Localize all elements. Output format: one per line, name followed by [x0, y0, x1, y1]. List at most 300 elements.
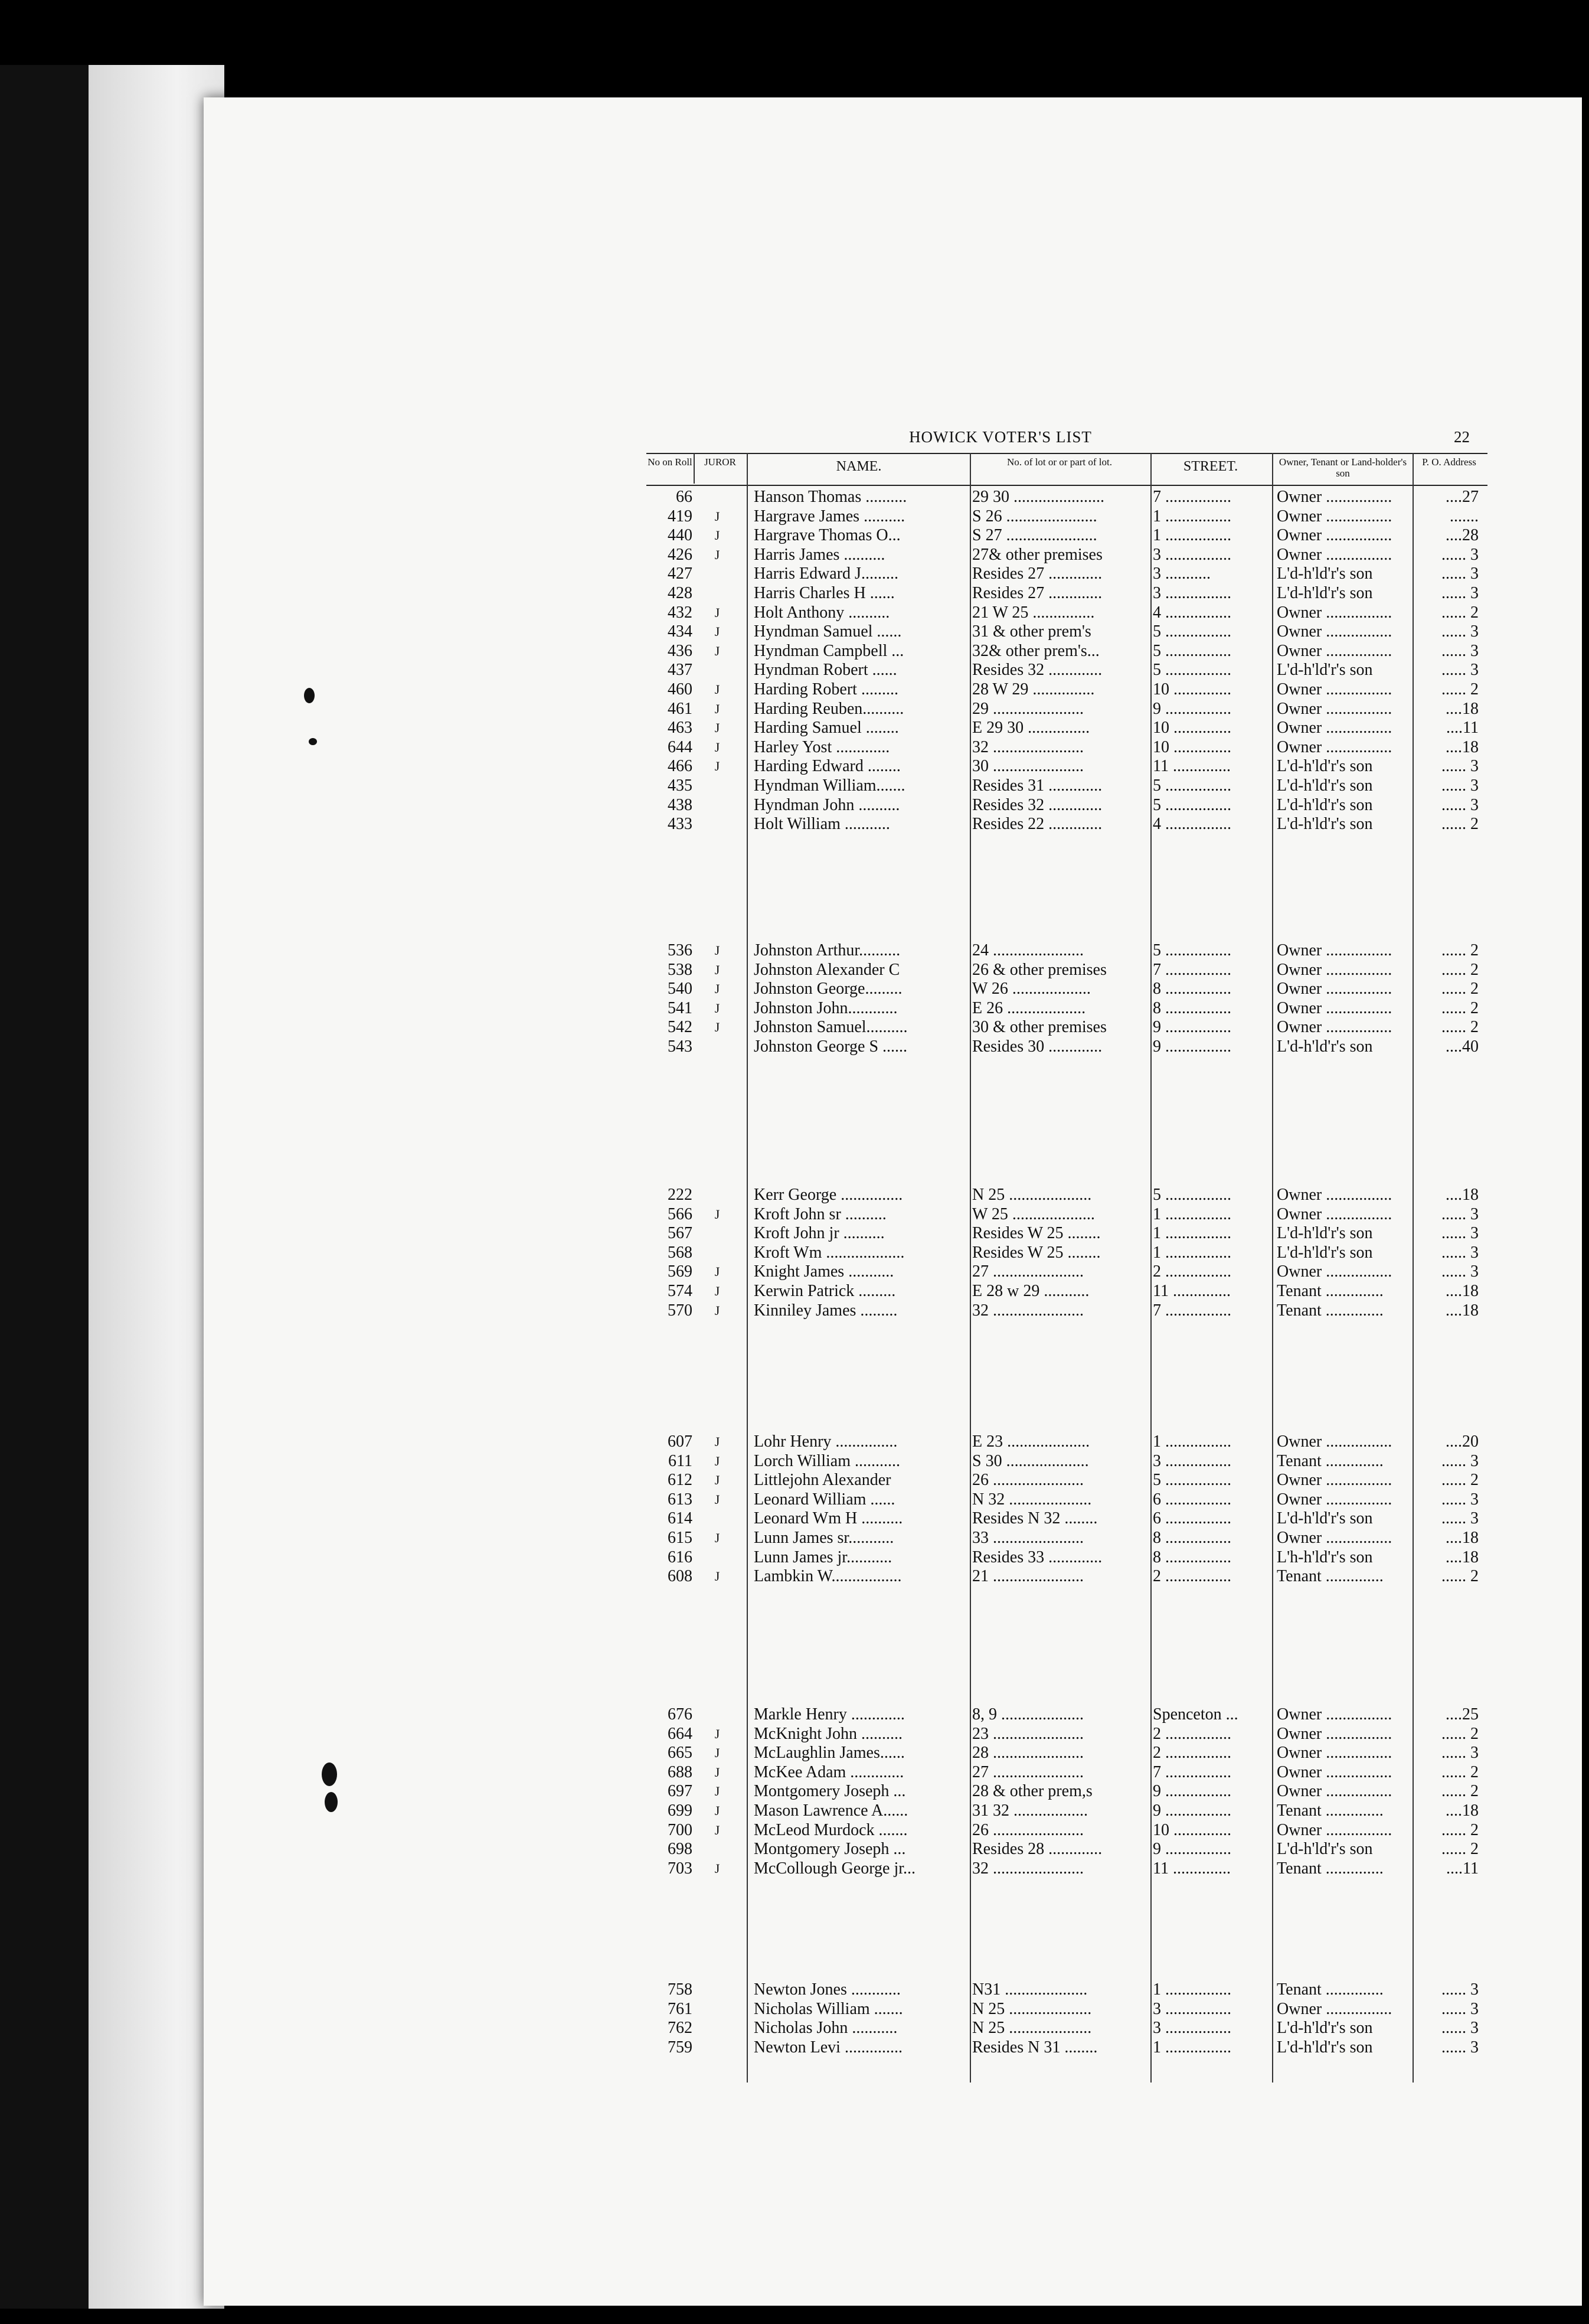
table-row: [646, 960, 1487, 980]
voter-name: Littlejohn Alexander: [754, 1471, 891, 1490]
ownership-status: Owner ................: [1277, 1471, 1392, 1490]
ownership-status: Tenant ..............: [1277, 1451, 1384, 1470]
table-row: [646, 1859, 1487, 1878]
voter-name: McLeod Murdock .......: [754, 1820, 908, 1839]
lot-number: Resides 22 .............: [972, 815, 1103, 834]
table-row: [646, 1528, 1487, 1548]
table-row: [646, 1185, 1487, 1205]
roll-number: 607: [668, 1432, 692, 1451]
po-address: ...... 3: [1441, 2038, 1479, 2057]
table-row: [646, 1705, 1487, 1724]
ink-speck: [309, 738, 317, 745]
voter-name: Hyndman Samuel ......: [754, 622, 902, 641]
po-address: ...... 3: [1441, 776, 1479, 795]
voter-name: Johnston Alexander C: [754, 960, 900, 979]
roll-number: 574: [668, 1282, 692, 1300]
street-number: 2 ................: [1153, 1724, 1231, 1743]
ownership-status: Owner ................: [1277, 1724, 1392, 1743]
col-lot: No. of lot or or part of lot.: [1007, 456, 1112, 468]
ownership-status: Tenant ..............: [1277, 1282, 1384, 1300]
ownership-status: Owner ................: [1277, 737, 1392, 756]
roll-number: 540: [668, 980, 692, 998]
juror-mark: J: [714, 1745, 720, 1761]
ownership-status: Owner ................: [1277, 526, 1392, 545]
juror-mark: J: [714, 1784, 720, 1799]
po-address: ...... 2: [1441, 1840, 1479, 1859]
ownership-status: Owner ................: [1277, 1432, 1392, 1451]
roll-number: 616: [668, 1548, 692, 1566]
roll-number: 428: [668, 584, 692, 602]
voter-name: Hyndman Campbell ...: [754, 641, 904, 660]
table-row: [646, 1999, 1487, 2019]
voter-name: Holt William ...........: [754, 815, 890, 834]
po-address: ...... 2: [1441, 1567, 1479, 1586]
po-address: ...... 2: [1441, 1471, 1479, 1490]
table-row: [646, 1432, 1487, 1451]
street-number: 10 ..............: [1153, 737, 1231, 756]
table-row: [646, 1205, 1487, 1224]
po-address: ...... 2: [1441, 1724, 1479, 1743]
roll-number: 460: [668, 680, 692, 698]
table-row: [646, 2038, 1487, 2057]
po-address: ...... 3: [1441, 1224, 1479, 1243]
table-row: [646, 2018, 1487, 2038]
juror-mark: J: [714, 1530, 720, 1545]
lot-number: Resides N 32 ........: [972, 1509, 1098, 1528]
roll-number: 542: [668, 1018, 692, 1037]
voter-name: Hargrave Thomas O...: [754, 526, 901, 545]
street-number: 9 ................: [1153, 1801, 1231, 1820]
roll-number: 608: [668, 1567, 692, 1586]
po-address: ....18: [1446, 1801, 1479, 1820]
street-number: 9 ................: [1153, 1037, 1231, 1056]
voter-name: Newton Levi ..............: [754, 2038, 903, 2057]
table-row: [646, 1781, 1487, 1801]
street-number: 1 ................: [1153, 1224, 1231, 1243]
ownership-status: Owner ................: [1277, 641, 1392, 660]
roll-number: 698: [668, 1840, 692, 1859]
street-number: 3 ................: [1153, 1451, 1231, 1470]
po-address: ....18: [1446, 1301, 1479, 1320]
ownership-status: Owner ................: [1277, 488, 1392, 506]
po-address: ...... 2: [1441, 680, 1479, 698]
table-row: [646, 1490, 1487, 1509]
adjacent-page-edge: [0, 65, 224, 2309]
street-number: 1 ................: [1153, 1205, 1231, 1223]
col-street: STREET.: [1183, 459, 1238, 474]
document-page: [204, 97, 1582, 2306]
street-number: 3 ................: [1153, 584, 1231, 602]
table-row: [646, 1762, 1487, 1782]
po-address: ...... 2: [1441, 941, 1479, 959]
ownership-status: Owner ................: [1277, 941, 1392, 959]
voter-name: Kinniley James .........: [754, 1301, 898, 1320]
juror-mark: J: [714, 508, 720, 524]
roll-number: 222: [668, 1186, 692, 1204]
po-address: ...... 3: [1441, 641, 1479, 660]
street-number: 10 ..............: [1153, 1820, 1231, 1839]
lot-number: N 25 ....................: [972, 1999, 1092, 2018]
ownership-status: L'd-h'ld'r's son: [1277, 564, 1373, 583]
street-number: 5 ................: [1153, 1471, 1231, 1490]
juror-mark: J: [714, 1020, 720, 1035]
voter-name: Leonard Wm H ..........: [754, 1509, 903, 1528]
roll-number: 699: [668, 1801, 692, 1820]
voter-name: Harding Samuel ........: [754, 719, 899, 737]
table-row: [646, 1017, 1487, 1037]
ownership-status: Owner ................: [1277, 998, 1392, 1017]
voter-name: Harding Robert .........: [754, 680, 898, 698]
street-number: 3 ................: [1153, 2019, 1231, 2038]
juror-mark: J: [714, 1473, 720, 1488]
voter-name: Kroft John jr ..........: [754, 1224, 885, 1243]
lot-number: E 23 ....................: [972, 1432, 1090, 1451]
roll-number: 437: [668, 661, 692, 680]
ownership-status: L'd-h'ld'r's son: [1277, 757, 1373, 776]
street-number: 5 ................: [1153, 641, 1231, 660]
roll-number: 697: [668, 1782, 692, 1801]
juror-mark: J: [714, 981, 720, 997]
roll-number: 700: [668, 1820, 692, 1839]
street-number: 7 ................: [1153, 960, 1231, 979]
roll-number: 440: [668, 526, 692, 545]
street-number: 2 ................: [1153, 1262, 1231, 1281]
page-header: [646, 428, 1487, 454]
lot-number: 28 ......................: [972, 1744, 1084, 1762]
ownership-status: L'd-h'ld'r's son: [1277, 1037, 1373, 1056]
ownership-status: L'd-h'ld'r's son: [1277, 776, 1373, 795]
voter-name: Johnston Samuel..........: [754, 1018, 908, 1037]
roll-number: 665: [668, 1744, 692, 1762]
lot-number: 26 & other premises: [972, 960, 1107, 979]
lot-number: 29 ......................: [972, 699, 1084, 718]
po-address: ...... 2: [1441, 1782, 1479, 1801]
po-address: ...... 3: [1441, 1243, 1479, 1262]
ownership-status: L'd-h'ld'r's son: [1277, 815, 1373, 834]
juror-mark: J: [714, 1764, 720, 1780]
col-po-address: P. O. Address: [1422, 456, 1476, 468]
street-number: 2 ................: [1153, 1744, 1231, 1762]
ownership-status: Owner ................: [1277, 622, 1392, 641]
roll-number: 759: [668, 2038, 692, 2057]
table-row: [646, 814, 1487, 834]
po-address: ...... 2: [1441, 1820, 1479, 1839]
lot-number: 21 ......................: [972, 1567, 1084, 1586]
voter-name: Harding Edward ........: [754, 757, 901, 776]
street-number: 9 ................: [1153, 1782, 1231, 1801]
roll-number: 688: [668, 1762, 692, 1781]
voter-name: Harris Edward J.........: [754, 564, 898, 583]
ownership-status: Owner ................: [1277, 1744, 1392, 1762]
lot-number: Resides 32 .............: [972, 661, 1103, 680]
voter-name: Markle Henry .............: [754, 1705, 905, 1724]
street-number: 11 ..............: [1153, 1282, 1231, 1300]
voter-name: Newton Jones ............: [754, 1980, 901, 1999]
table-row: [646, 1509, 1487, 1528]
ownership-status: Owner ................: [1277, 1186, 1392, 1204]
street-number: 7 ................: [1153, 488, 1231, 506]
table-row: [646, 1037, 1487, 1056]
street-number: 5 ................: [1153, 941, 1231, 959]
list-title: HOWICK VOTER'S LIST: [909, 428, 1092, 446]
ownership-status: L'h-h'ld'r's son: [1277, 1548, 1373, 1566]
voter-name: Hyndman William.......: [754, 776, 905, 795]
table-row: [646, 718, 1487, 737]
roll-number: 427: [668, 564, 692, 583]
voter-name: Kroft Wm ...................: [754, 1243, 905, 1262]
ownership-status: Owner ................: [1277, 1782, 1392, 1801]
roll-number: 762: [668, 2019, 692, 2038]
lot-number: Resides 33 .............: [972, 1548, 1103, 1566]
ownership-status: Owner ................: [1277, 719, 1392, 737]
lot-number: 23 ......................: [972, 1724, 1084, 1743]
street-number: 1 ................: [1153, 526, 1231, 545]
juror-mark: J: [714, 1264, 720, 1279]
lot-number: Resides W 25 ........: [972, 1243, 1101, 1262]
street-number: 8 ................: [1153, 998, 1231, 1017]
juror-mark: J: [714, 1860, 720, 1876]
voter-name: Hyndman John ..........: [754, 795, 900, 814]
ownership-status: Owner ................: [1277, 1705, 1392, 1724]
juror-mark: J: [714, 528, 720, 543]
table-row: [646, 660, 1487, 680]
po-address: ...... 2: [1441, 603, 1479, 622]
roll-number: 614: [668, 1509, 692, 1528]
po-address: ...... 3: [1441, 1205, 1479, 1223]
roll-number: 426: [668, 545, 692, 564]
juror-mark: J: [714, 1726, 720, 1741]
street-number: 1 ................: [1153, 1980, 1231, 1999]
juror-mark: J: [714, 605, 720, 620]
table-row: [646, 1243, 1487, 1262]
po-address: ...... 3: [1441, 1490, 1479, 1509]
roll-number: 570: [668, 1301, 692, 1320]
street-number: 6 ................: [1153, 1509, 1231, 1528]
lot-number: E 28 w 29 ...........: [972, 1282, 1090, 1300]
table-row: [646, 979, 1487, 998]
po-address: ....18: [1446, 737, 1479, 756]
ownership-status: L'd-h'ld'r's son: [1277, 795, 1373, 814]
roll-number: 435: [668, 776, 692, 795]
lot-number: 26 ......................: [972, 1820, 1084, 1839]
juror-mark: J: [714, 643, 720, 658]
lot-number: 29 30 ......................: [972, 488, 1104, 506]
table-row: [646, 1566, 1487, 1586]
lot-number: Resides 27 .............: [972, 564, 1103, 583]
lot-number: E 26 ...................: [972, 998, 1086, 1017]
roll-number: 676: [668, 1705, 692, 1724]
street-number: 4 ................: [1153, 815, 1231, 834]
roll-number: 543: [668, 1037, 692, 1056]
table-row: [646, 507, 1487, 526]
lot-number: 32 ......................: [972, 737, 1084, 756]
ownership-status: Tenant ..............: [1277, 1567, 1384, 1586]
juror-mark: J: [714, 1453, 720, 1468]
street-number: 1 ................: [1153, 507, 1231, 525]
street-number: 8 ................: [1153, 1548, 1231, 1566]
lot-number: E 29 30 ...............: [972, 719, 1090, 737]
table-row: [646, 1451, 1487, 1471]
roll-number: 432: [668, 603, 692, 622]
po-address: ....18: [1446, 699, 1479, 718]
ownership-status: Tenant ..............: [1277, 1980, 1384, 1999]
ownership-status: Owner ................: [1277, 680, 1392, 698]
street-number: 6 ................: [1153, 1490, 1231, 1509]
roll-number: 541: [668, 998, 692, 1017]
voter-name: Kroft John sr ..........: [754, 1205, 887, 1223]
street-number: 9 ................: [1153, 1018, 1231, 1037]
lot-number: 32& other prem's...: [972, 641, 1100, 660]
juror-mark: J: [714, 701, 720, 716]
voter-name: Montgomery Joseph ...: [754, 1840, 906, 1859]
ownership-status: Owner ................: [1277, 980, 1392, 998]
ownership-status: L'd-h'ld'r's son: [1277, 1224, 1373, 1243]
table-row: [646, 583, 1487, 603]
roll-number: 566: [668, 1205, 692, 1223]
ownership-status: Owner ................: [1277, 960, 1392, 979]
roll-number: 538: [668, 960, 692, 979]
voter-name: Knight James ...........: [754, 1262, 894, 1281]
ownership-status: L'd-h'ld'r's son: [1277, 1243, 1373, 1262]
ownership-status: Owner ................: [1277, 1205, 1392, 1223]
juror-mark: J: [714, 1803, 720, 1818]
po-address: .......: [1450, 507, 1479, 525]
juror-mark: J: [714, 943, 720, 958]
street-number: 2 ................: [1153, 1567, 1231, 1586]
voter-name: McLaughlin James......: [754, 1744, 905, 1762]
voter-name: Mason Lawrence A......: [754, 1801, 908, 1820]
table-row: [646, 941, 1487, 960]
street-number: 4 ................: [1153, 603, 1231, 622]
street-number: 1 ................: [1153, 1432, 1231, 1451]
roll-number: 419: [668, 507, 692, 525]
table-row: [646, 1223, 1487, 1243]
lot-number: 32 ......................: [972, 1301, 1084, 1320]
lot-number: 8, 9 ....................: [972, 1705, 1084, 1724]
ownership-status: Owner ................: [1277, 1529, 1392, 1547]
col-name: NAME.: [836, 459, 882, 474]
po-address: ...... 3: [1441, 2019, 1479, 2038]
table-row: [646, 1743, 1487, 1762]
table-row: [646, 756, 1487, 776]
street-number: 5 ................: [1153, 795, 1231, 814]
ownership-status: Tenant ..............: [1277, 1859, 1384, 1878]
juror-mark: J: [714, 720, 720, 736]
table-row: [646, 622, 1487, 641]
lot-number: 27 ......................: [972, 1762, 1084, 1781]
table-row: [646, 680, 1487, 699]
roll-number: 463: [668, 719, 692, 737]
roll-number: 438: [668, 795, 692, 814]
ownership-status: L'd-h'ld'r's son: [1277, 2038, 1373, 2057]
roll-number: 761: [668, 1999, 692, 2018]
voter-name: Nicholas John ...........: [754, 2019, 898, 2038]
po-address: ...... 3: [1441, 795, 1479, 814]
voter-name: Leonard William ......: [754, 1490, 895, 1509]
voter-name: Kerwin Patrick .........: [754, 1282, 896, 1300]
table-row: [646, 998, 1487, 1018]
po-address: ....11: [1446, 719, 1479, 737]
ownership-status: Owner ................: [1277, 1018, 1392, 1037]
po-address: ...... 3: [1441, 1744, 1479, 1762]
column-headers: [646, 453, 1487, 486]
street-number: 11 ..............: [1153, 1859, 1231, 1878]
street-number: 9 ................: [1153, 699, 1231, 718]
voter-name: McKnight John ..........: [754, 1724, 903, 1743]
roll-number: 613: [668, 1490, 692, 1509]
lot-number: 27 ......................: [972, 1262, 1084, 1281]
street-number: 3 ...........: [1153, 564, 1211, 583]
voter-name: Harris James ..........: [754, 545, 885, 564]
juror-mark: J: [714, 1206, 720, 1222]
table-row: [646, 1548, 1487, 1567]
lot-number: N 25 ....................: [972, 1186, 1092, 1204]
voter-name: Nicholas William .......: [754, 1999, 903, 2018]
roll-number: 66: [676, 488, 692, 506]
street-number: 7 ................: [1153, 1301, 1231, 1320]
table-row: [646, 564, 1487, 583]
roll-number: 568: [668, 1243, 692, 1262]
voter-name: Hanson Thomas ..........: [754, 488, 907, 506]
voters-list-table: [646, 428, 1487, 2064]
table-row: [646, 603, 1487, 622]
street-number: 5 ................: [1153, 776, 1231, 795]
voter-name: Harley Yost .............: [754, 737, 890, 756]
voter-name: Johnston Arthur..........: [754, 941, 901, 959]
po-address: ...... 3: [1441, 564, 1479, 583]
voter-name: Lambkin W.................: [754, 1567, 902, 1586]
po-address: ...... 2: [1441, 960, 1479, 979]
ownership-status: Owner ................: [1277, 1490, 1392, 1509]
lot-number: S 27 ......................: [972, 526, 1097, 545]
lot-number: W 26 ...................: [972, 980, 1091, 998]
lot-number: 27& other premises: [972, 545, 1103, 564]
voter-name: Lunn James jr...........: [754, 1548, 892, 1566]
po-address: ...... 3: [1441, 1262, 1479, 1281]
ownership-status: Owner ................: [1277, 1262, 1392, 1281]
voter-name: Harris Charles H ......: [754, 584, 895, 602]
po-address: ....11: [1446, 1859, 1479, 1878]
lot-number: 31 & other prem's: [972, 622, 1091, 641]
street-number: 3 ................: [1153, 545, 1231, 564]
juror-mark: J: [714, 962, 720, 977]
voter-name: Kerr George ...............: [754, 1186, 903, 1204]
voter-name: McKee Adam .............: [754, 1762, 904, 1781]
po-address: ...... 3: [1441, 1509, 1479, 1528]
lot-number: N31 ....................: [972, 1980, 1088, 1999]
street-number: 5 ................: [1153, 1186, 1231, 1204]
roll-number: 612: [668, 1471, 692, 1490]
roll-number: 536: [668, 941, 692, 959]
lot-number: Resides W 25 ........: [972, 1224, 1101, 1243]
ownership-status: Owner ................: [1277, 1762, 1392, 1781]
street-number: 10 ..............: [1153, 680, 1231, 698]
voter-name: Holt Anthony ..........: [754, 603, 890, 622]
po-address: ....27: [1446, 488, 1479, 506]
po-address: ...... 2: [1441, 1018, 1479, 1037]
table-row: [646, 1301, 1487, 1320]
table-row: [646, 776, 1487, 795]
voter-name: Lunn James sr...........: [754, 1529, 894, 1547]
po-address: ...... 2: [1441, 1762, 1479, 1781]
lot-number: 26 ......................: [972, 1471, 1084, 1490]
juror-mark: J: [714, 1491, 720, 1507]
col-no-on-roll: No on Roll: [648, 456, 692, 468]
voter-name: Johnston John............: [754, 998, 898, 1017]
roll-number: 567: [668, 1224, 692, 1243]
juror-mark: J: [714, 739, 720, 755]
table-row: [646, 795, 1487, 815]
